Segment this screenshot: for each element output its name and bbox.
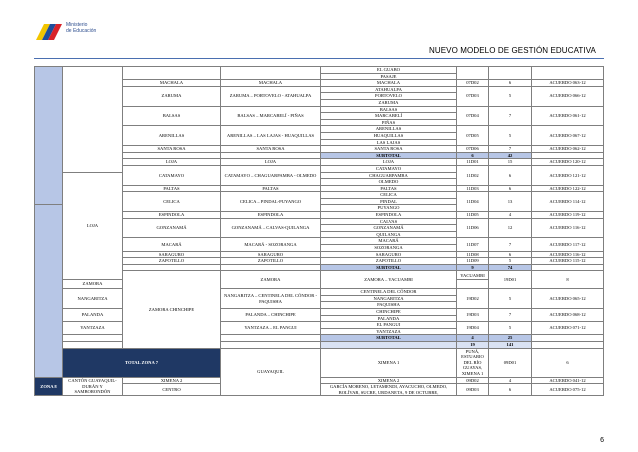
table-cell: 11D02 (457, 165, 489, 185)
table-cell: ARENILLAS (321, 126, 457, 133)
province-cell-loja: LOJA (63, 172, 123, 280)
table-cell: 7 (489, 308, 532, 321)
table-cell: PALTAS (123, 185, 221, 192)
zone-8-label: ZONA 8 (35, 377, 63, 396)
table-cell: ACUERDO 068-12 (532, 308, 604, 321)
table-cell (457, 67, 489, 80)
table-cell: MACARÁ (123, 238, 221, 251)
table-cell: 6 (489, 165, 532, 185)
total-zone-7-label: TOTAL ZONA 7 (63, 348, 221, 377)
table-cell: ESPINDOLA (221, 212, 321, 219)
province-cell-el-oro (63, 67, 123, 173)
table-cell: XIMENA 2 (321, 377, 457, 384)
table-cell: 09D02 (457, 377, 489, 384)
table-cell: 5 (489, 258, 532, 265)
table-cell: 5 (489, 126, 532, 146)
table-cell (63, 335, 123, 342)
table-cell: ACUERDO 117-12 (532, 238, 604, 251)
table-cell: NANGARITZA – CENTINELA DEL CÓNDOR - PAQUISHA (221, 289, 321, 309)
table-cell: 09D01 (489, 348, 532, 377)
table-cell: 07D06 (457, 146, 489, 153)
table-cell: ZARUMA – PORTOVELO - ATAHUALPA (221, 86, 321, 106)
table-cell: 11D01 (457, 159, 489, 166)
districts-table (34, 66, 604, 396)
table-cell: EL GUABO (321, 67, 457, 74)
table-cell: 74 (489, 264, 532, 271)
table-cell: 5 (489, 289, 532, 309)
table-cell: CALVAS (321, 218, 457, 225)
table-cell (532, 264, 604, 271)
table-cell: ATAHUALPA (321, 86, 457, 93)
table-cell: ACUERDO 066-12 (532, 86, 604, 106)
table-cell: ACUERDO 041-12 (532, 377, 604, 384)
table-cell: 11D07 (457, 238, 489, 251)
table-cell: CENTINELA DEL CÓNDOR (321, 289, 457, 296)
table-cell: GONZANAMÁ (123, 218, 221, 238)
table-cell: 07D05 (457, 126, 489, 146)
table-cell: LOJA (321, 159, 457, 166)
table-cell: ACUERDO 063-12 (532, 80, 604, 87)
table-cell: 12 (489, 218, 532, 238)
table-cell: 11D05 (457, 212, 489, 219)
table-cell: ESPINDOLA (123, 212, 221, 219)
table-cell: BALSAS (123, 106, 221, 126)
table-cell: ZAMORA – YACUAMBI (321, 271, 457, 289)
table-cell: 11D06 (457, 218, 489, 238)
table-cell: CATAMAYO – CHAGUARPAMBA - OLMEDO (221, 165, 321, 185)
table-row (35, 308, 604, 315)
logo-text: Ministerio de Educación (66, 22, 97, 34)
table-cell: YANTZAZA (63, 322, 123, 335)
table-cell: MACHALA (221, 80, 321, 87)
table-cell: 7 (489, 106, 532, 126)
table-cell: SUBTOTAL (321, 152, 457, 159)
table-cell: EL PANGUI (321, 322, 457, 329)
table-cell: 6 (489, 80, 532, 87)
table-cell: CELICA – PINDAL-PUYANGO (221, 192, 321, 212)
table-cell: ARENILLAS (123, 126, 221, 146)
table-cell: MARCABELÍ (321, 113, 457, 120)
table-cell: 6 (489, 185, 532, 192)
table-cell: 19D04 (457, 322, 489, 335)
document-title: NUEVO MODELO DE GESTIÓN EDUCATIVA (428, 46, 596, 55)
table-cell: SARAGURO (123, 251, 221, 258)
table-cell: PAQUISHA (321, 302, 457, 309)
table-cell: CELICA (321, 192, 457, 199)
table-cell: BALSAS (321, 106, 457, 113)
table-cell: PALTAS (221, 185, 321, 192)
ministry-logo (36, 20, 116, 42)
table-cell: YANTZAZA (321, 328, 457, 335)
table-cell: ACUERDO 116-12 (532, 251, 604, 258)
table-cell (221, 67, 321, 80)
table-cell: PASAJE (321, 73, 457, 80)
table-cell: LOJA (221, 159, 321, 166)
table-cell: 11D09 (457, 258, 489, 265)
zone-8-canton: CANTÓN GUAYAQUIL-DURÁN Y SAMBORONDÓN (63, 377, 123, 396)
table-cell: PORTOVELO (321, 93, 457, 100)
table-cell: 4 (489, 377, 532, 384)
table-cell: ACUERDO 062-12 (532, 146, 604, 153)
table-cell: 5 (489, 322, 532, 335)
table-cell: YANTZAZA – EL PANGUI (221, 322, 321, 335)
table-cell: 11D08 (457, 251, 489, 258)
table-cell: 25 (489, 335, 532, 342)
table-cell: QUILANGA (321, 231, 457, 238)
table-cell (221, 341, 321, 348)
table-cell: ACUERDO 075-12 (532, 384, 604, 396)
table-cell: 42 (489, 152, 532, 159)
table-cell: 6 (532, 348, 604, 377)
table-cell: SARAGURO (321, 251, 457, 258)
table-row (35, 67, 604, 74)
table-cell: MACHALA (123, 80, 221, 87)
table-row (35, 289, 604, 296)
table-cell: ACUERDO 065-12 (532, 289, 604, 309)
total-row (35, 341, 604, 348)
table-cell: GONZANAMÁ – CALVAS-QUILANGA (221, 218, 321, 238)
table-cell: CATAMAYO (321, 165, 457, 172)
table-cell: 141 (489, 341, 532, 348)
table-cell: ESPINDOLA (321, 212, 457, 219)
table-cell: MACARÁ (321, 238, 457, 245)
table-cell: LAS LAJAS (321, 139, 457, 146)
table-cell: 4 (457, 335, 489, 342)
table-cell: LOJA (123, 159, 221, 166)
table-cell: XIMENA 2 (123, 377, 221, 384)
table-cell: PIÑAS (321, 119, 457, 126)
table-cell: ACUERDO 116-12 (532, 218, 604, 238)
table-cell: ACUERDO 114-12 (532, 192, 604, 212)
table-cell: SARAGURO (221, 251, 321, 258)
table-cell: GUAYAQUIL (221, 348, 321, 396)
table-cell: XIMENA 1 (321, 348, 457, 377)
table-cell: MACARÁ - SOZORANGA (221, 238, 321, 251)
table-cell: 5 (489, 86, 532, 106)
table-cell: 9 (457, 264, 489, 271)
table-cell: PALANDA (63, 308, 123, 321)
table-cell: NANGARITZA (63, 289, 123, 309)
table-cell (123, 67, 221, 80)
ecuador-flag-icon (36, 22, 62, 40)
table-cell: NANGARITZA (321, 295, 457, 302)
table-cell: ZAPOTILLO (123, 258, 221, 265)
table-cell: 6 (489, 384, 532, 396)
table-cell (532, 341, 604, 348)
table-cell: 07D02 (457, 80, 489, 87)
table-cell: 6 (457, 152, 489, 159)
table-cell: 19D02 (457, 289, 489, 309)
table-cell: ACUERDO 067-12 (532, 126, 604, 146)
table-cell (532, 67, 604, 80)
table-cell (35, 205, 63, 377)
table-cell: GARCÍA MORENO, LETAMENDI, AYACUCHO, OLMEDO, BOLÍVAR, SUCRE, URDANETA, 9 DE OCTUBRE, (321, 384, 457, 396)
table-cell: 7 (489, 146, 532, 153)
table-cell: 11D03 (457, 185, 489, 192)
table-cell: 15 (489, 159, 532, 166)
table-cell: 07D03 (457, 86, 489, 106)
table-cell: 07D04 (457, 106, 489, 126)
table-cell: ACUERDO 061-12 (532, 106, 604, 126)
table-cell (123, 264, 221, 271)
table-cell: SOZORANGA (321, 245, 457, 252)
table-cell: PALANDA (321, 315, 457, 322)
table-cell (221, 335, 321, 342)
table-cell: 09D03 (457, 384, 489, 396)
table-cell: 13 (489, 192, 532, 212)
table-cell: PINDAL (321, 198, 457, 205)
table-cell: ACUERDO 122-12 (532, 185, 604, 192)
table-cell: ACUERDO 115-12 (532, 258, 604, 265)
table-row (35, 348, 604, 377)
table-cell: ARENILLAS – LAS LAJAS - HUAQUILLAS (221, 126, 321, 146)
table-cell: ACUERDO 119-12 (532, 212, 604, 219)
table-cell (221, 264, 321, 271)
table-cell (221, 152, 321, 159)
table-cell: ACUERDO 121-12 (532, 165, 604, 185)
table-cell: PALANDA – CHINCHIPE (221, 308, 321, 321)
table-row (35, 322, 604, 329)
table-cell: SUBTOTAL (321, 264, 457, 271)
table-cell: PUNÁ, ESTUARIO DEL RÍO GUAYAS, XIMENA 1 (457, 348, 489, 377)
table-cell (532, 335, 604, 342)
table-cell: OLMEDO (321, 179, 457, 186)
table-cell: 19D03 (457, 308, 489, 321)
table-cell: 19 (457, 341, 489, 348)
table-cell: 11D04 (457, 192, 489, 212)
table-cell: PUYANGO (321, 205, 457, 212)
table-cell: ZARUMA (321, 99, 457, 106)
table-cell: ZAPOTILLO (221, 258, 321, 265)
table-cell: CHINCHIPE (321, 308, 457, 315)
province-cell-zamora: ZAMORA CHINCHIPE (123, 271, 221, 348)
table-cell: CENTRO (123, 384, 221, 396)
table-cell: 19D01 (489, 271, 532, 289)
table-cell: ZAPOTILLO (321, 258, 457, 265)
table-cell: SANTA ROSA (221, 146, 321, 153)
table-cell: SANTA ROSA (123, 146, 221, 153)
zone-7-column (35, 67, 63, 205)
table-cell (321, 341, 457, 348)
table-cell: ZAMORA (221, 271, 321, 289)
table-cell (123, 152, 221, 159)
header-divider (34, 58, 604, 59)
table-cell: CATAMAYO (123, 165, 221, 185)
table-cell: 6 (489, 251, 532, 258)
table-cell (489, 67, 532, 80)
table-cell: HUAQUILLAS (321, 132, 457, 139)
table-cell (63, 341, 123, 348)
table-cell: 8 (532, 271, 604, 289)
table-cell: SUBTOTAL (321, 335, 457, 342)
table-cell: 4 (489, 212, 532, 219)
table-cell: ZAMORA (63, 280, 123, 289)
table-cell: SANTA ROSA (321, 146, 457, 153)
table-cell: YACUAMBI (457, 271, 489, 280)
table-cell (532, 152, 604, 159)
table-cell: BALSAS – MARCABELÍ - PIÑAS (221, 106, 321, 126)
table-cell: CHAGUARPAMBA (321, 172, 457, 179)
table-cell: ZARUMA (123, 86, 221, 106)
page-number: 6 (600, 437, 604, 444)
table-cell: ACUERDO 120-12 (532, 159, 604, 166)
table-cell: ACUERDO 071-12 (532, 322, 604, 335)
table-cell: CELICA (123, 192, 221, 212)
table-cell: 7 (489, 238, 532, 251)
subtotal-row (35, 335, 604, 342)
table-cell: GONZANAMÁ (321, 225, 457, 232)
table-cell: MACHALA (321, 80, 457, 87)
table-cell: PALTAS (321, 185, 457, 192)
